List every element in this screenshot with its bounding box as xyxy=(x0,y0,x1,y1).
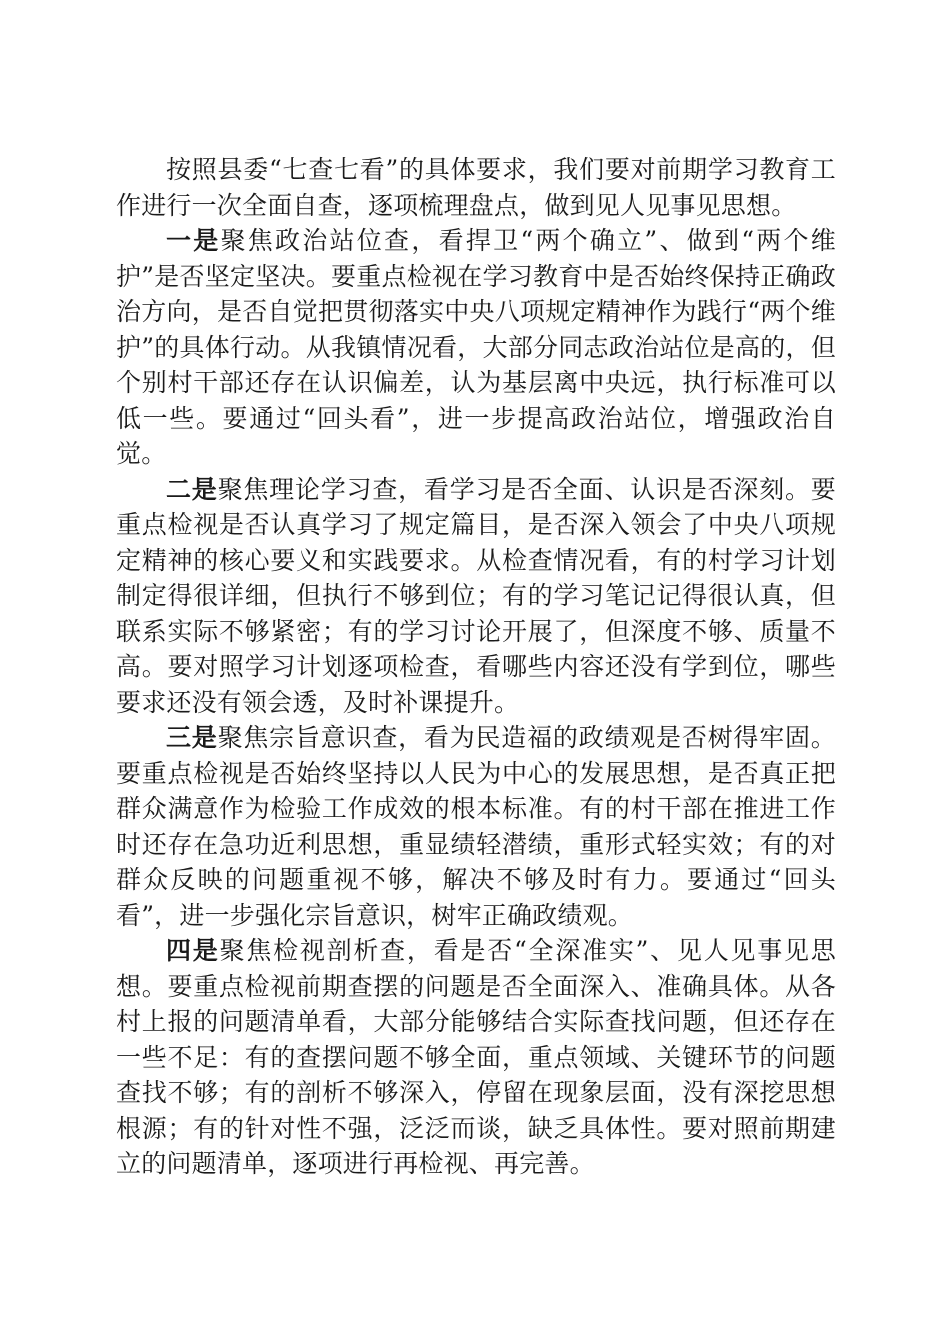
paragraph-theory-study xyxy=(116,472,836,721)
paragraph-text: 按照县委“七查七看”的具体要求，我们要对前期学习教育工作进行一次全面自查，逐项梳理盘点，做到见人见事见思想。 xyxy=(116,155,836,220)
paragraph-intro xyxy=(116,152,836,223)
paragraph-lead: 一是 xyxy=(166,226,221,255)
paragraph-text: 聚焦理论学习查，看学习是否全面、认识是否深刻。要重点检视是否认真学习了规定篇目，是否深入领会了中央八项规定精神的核心要义和实践要求。从检查情况看，有的村学习计划制定得很详细，但执行不够到位；有的学习笔记记得很认真，但联系实际不够紧密；有的学习讨论开展了，但深度不够、质量不高。要对照学习计划逐项检查，看哪些内容还没有学到位，哪些要求还没有领会透，及时补课提升。 xyxy=(116,474,836,717)
paragraph-text: 聚焦检视剖析查，看是否“全深准实”、见人见事见思想。要重点检视前期查摆的问题是否全面深入、准确具体。从各村上报的问题清单看，大部分能够结合实际查找问题，但还存在一些不足：有的查摆问题不够全面，重点领域、关键环节的问题查找不够；有的剖析不够深入，停留在现象层面，没有深挖思想根源；有的针对性不强，泛泛而谈，缺乏具体性。要对照前期建立的问题清单，逐项进行再检视、再完善。 xyxy=(116,936,836,1178)
paragraph-text: 聚焦政治站位查，看捍卫“两个确立”、做到“两个维护”是否坚定坚决。要重点检视在学习教育中是否始终保持正确政治方向，是否自觉把贯彻落实中央八项规定精神作为践行“两个维护”的具体行动。从我镇情况看，大部分同志政治站位是高的，但个别村干部还存在认识偏差，认为基层离中央远，执行标准可以低一些。要通过“回头看”，进一步提高政治站位，增强政治自觉。 xyxy=(116,226,836,468)
paragraph-political-stance xyxy=(116,223,836,472)
paragraph-lead: 四是 xyxy=(166,936,220,965)
paragraph-lead: 二是 xyxy=(166,474,218,504)
paragraph-purpose-awareness xyxy=(116,720,836,933)
paragraph-text: 聚焦宗旨意识查，看为民造福的政绩观是否树得牢固。要重点检视是否始终坚持以人民为中心的发展思想，是否真正把群众满意作为检验工作成效的根本标准。有的村干部在推进工作时还存在急功近利思想，重显绩轻潜绩，重形式轻实效；有的对群众反映的问题重视不够，解决不够及时有力。要通过“回头看”，进一步强化宗旨意识，树牢正确政绩观。 xyxy=(116,723,836,930)
document-body xyxy=(116,152,836,1182)
paragraph-lead: 三是 xyxy=(166,723,218,752)
paragraph-self-examination xyxy=(116,933,836,1182)
